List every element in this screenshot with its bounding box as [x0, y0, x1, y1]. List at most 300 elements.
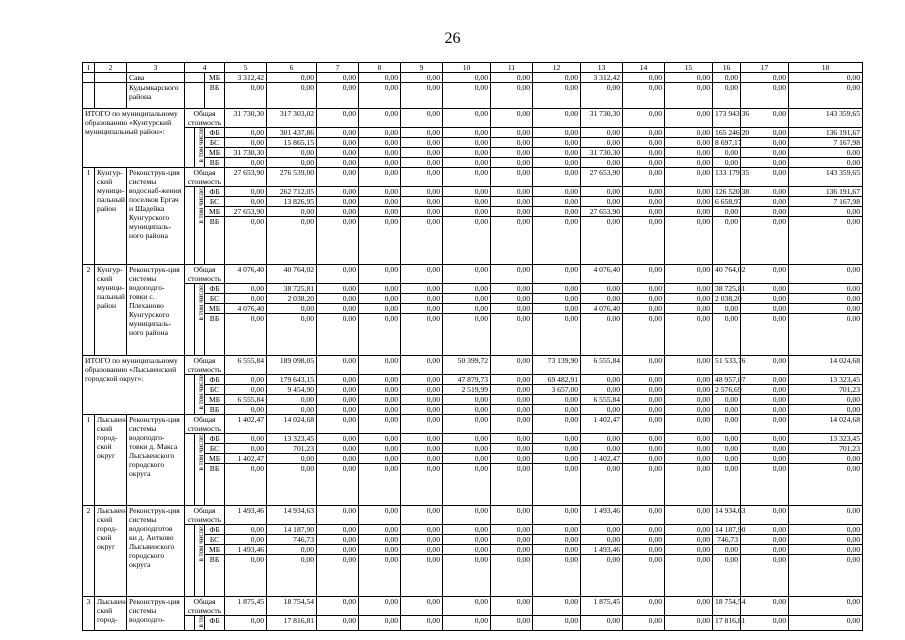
value-cell-col-6: 0,00 [267, 207, 317, 217]
value-cell-col-6: 14 187,90 [267, 525, 317, 535]
value-cell-col-16: 0,00 [713, 415, 741, 434]
value-cell-col-10: 0,00 [443, 555, 491, 597]
value-cell-col-7: 0,00 [317, 187, 359, 197]
value-cell-col-10: 0,00 [443, 415, 491, 434]
value-cell-col-12: 0,00 [533, 525, 581, 535]
value-cell-col-5: 4 076,40 [225, 265, 267, 284]
header-row [83, 63, 863, 73]
value-cell-col-14: 0,00 [623, 294, 665, 304]
value-cell-col-16: 40 764,02 [713, 265, 741, 284]
value-cell-col-11: 0,00 [491, 207, 533, 217]
budget-source-label: ВБ [205, 158, 225, 168]
value-cell-col-7: 0,00 [317, 294, 359, 304]
value-cell-col-10: 0,00 [443, 128, 491, 138]
total-cost-label: Общая стоимость [185, 265, 225, 284]
value-cell-col-9: 0,00 [401, 555, 443, 597]
row-number: 2 [83, 265, 95, 356]
value-cell-col-16: 8 697,17 [713, 138, 741, 148]
object-name-cell: Реконструк-ция системы водоподго- [127, 597, 185, 631]
value-cell-col-5: 6 555,84 [225, 356, 267, 375]
budget-source-label: ФБ [205, 525, 225, 535]
group-total-title: ИТОГО по муниципальному образованию «Лысьвенский городской округ»: [83, 356, 185, 415]
value-cell-col-8: 0,00 [359, 385, 401, 395]
value-cell-col-6: 0,00 [267, 83, 317, 109]
value-cell-col-12: 0,00 [533, 265, 581, 284]
value-cell-col-17: 0,00 [741, 454, 789, 464]
value-cell-col-11: 0,00 [491, 385, 533, 395]
budget-source-label: ФБ [205, 187, 225, 197]
value-cell-col-17: 0,00 [741, 444, 789, 454]
value-cell-col-15: 0,00 [665, 356, 713, 375]
value-cell-col-10: 0,00 [443, 464, 491, 506]
header-col-11: 11 [491, 63, 533, 73]
value-cell-col-13: 1 402,47 [581, 454, 623, 464]
value-cell-col-12: 69 482,91 [533, 375, 581, 385]
value-cell-col-16: 18 754,54 [713, 597, 741, 616]
value-cell-col-16: 0,00 [713, 555, 741, 597]
value-cell-col-12: 0,00 [533, 535, 581, 545]
header-col-18: 18 [789, 63, 863, 73]
value-cell-col-15: 0,00 [665, 217, 713, 265]
value-cell-col-6: 9 454,90 [267, 385, 317, 395]
value-cell-col-10: 0,00 [443, 207, 491, 217]
value-cell-col-15: 0,00 [665, 395, 713, 405]
value-cell-col-9: 0,00 [401, 207, 443, 217]
value-cell-col-16: 173 943,36 [713, 109, 741, 128]
funding-row-ФБ [83, 616, 863, 631]
value-cell-col-8: 0,00 [359, 265, 401, 284]
value-cell-col-14: 0,00 [623, 616, 665, 631]
value-cell-col-5: 1 402,47 [225, 454, 267, 464]
value-cell-col-5: 0,00 [225, 555, 267, 597]
budget-source-label: ВБ [205, 314, 225, 356]
value-cell-col-11: 0,00 [491, 158, 533, 168]
value-cell-col-7: 0,00 [317, 73, 359, 83]
value-cell-col-12: 73 139,90 [533, 356, 581, 375]
municipality-name: Кунгур-ский муници-пальный район [95, 265, 127, 356]
value-cell-col-6: 13 826,95 [267, 197, 317, 207]
value-cell-col-16: 38 725,81 [713, 284, 741, 294]
value-cell-col-9: 0,00 [401, 535, 443, 545]
value-cell-col-5: 27 653,90 [225, 168, 267, 187]
value-cell-col-14: 0,00 [623, 314, 665, 356]
value-cell-col-8: 0,00 [359, 535, 401, 545]
value-cell-col-11: 0,00 [491, 356, 533, 375]
value-cell-col-12: 0,00 [533, 314, 581, 356]
value-cell-col-17: 0,00 [741, 284, 789, 294]
value-cell-col-6: 179 643,15 [267, 375, 317, 385]
value-cell-col-9: 0,00 [401, 454, 443, 464]
total-cost-label: Общая стоимость [185, 415, 225, 434]
value-cell-col-14: 0,00 [623, 395, 665, 405]
value-cell-col-7: 0,00 [317, 535, 359, 545]
value-cell-col-5: 0,00 [225, 217, 267, 265]
project-row [83, 265, 863, 284]
value-cell-col-9: 0,00 [401, 217, 443, 265]
value-cell-col-11: 0,00 [491, 138, 533, 148]
value-cell-col-13: 0,00 [581, 555, 623, 597]
value-cell-col-8: 0,00 [359, 506, 401, 525]
header-col-13: 13 [581, 63, 623, 73]
value-cell-col-11: 0,00 [491, 168, 533, 187]
in-total-label-text: в то [197, 616, 205, 628]
project-row [83, 415, 863, 434]
value-cell-col-9: 0,00 [401, 138, 443, 148]
value-cell-col-10: 0,00 [443, 187, 491, 197]
row-number: 3 [83, 597, 95, 631]
value-cell-col-8: 0,00 [359, 415, 401, 434]
value-cell-col-11: 0,00 [491, 375, 533, 385]
value-cell-col-6: 0,00 [267, 217, 317, 265]
table-row [83, 73, 863, 83]
value-cell-col-7: 0,00 [317, 385, 359, 395]
col-2-cell [95, 73, 127, 83]
value-cell-col-14: 0,00 [623, 197, 665, 207]
value-cell-col-13: 0,00 [581, 314, 623, 356]
value-cell-col-7: 0,00 [317, 128, 359, 138]
in-total-label [195, 616, 205, 631]
total-cost-label: Общая стоимость [185, 597, 225, 616]
value-cell-col-7: 0,00 [317, 158, 359, 168]
value-cell-col-14: 0,00 [623, 109, 665, 128]
value-cell-col-17: 0,00 [741, 265, 789, 284]
header-col-7: 7 [317, 63, 359, 73]
value-cell-col-9: 0,00 [401, 616, 443, 631]
value-cell-col-15: 0,00 [665, 207, 713, 217]
value-cell-col-11: 0,00 [491, 616, 533, 631]
budget-table [82, 62, 863, 631]
value-cell-col-14: 0,00 [623, 356, 665, 375]
value-cell-col-14: 0,00 [623, 83, 665, 109]
value-cell-col-6: 13 323,45 [267, 434, 317, 444]
value-cell-col-5: 3 312,42 [225, 73, 267, 83]
value-cell-col-10: 50 399,72 [443, 356, 491, 375]
in-total-label-text: в том числе: [197, 187, 205, 224]
total-cost-label: Общая стоимость [185, 506, 225, 525]
value-cell-col-15: 0,00 [665, 128, 713, 138]
value-cell-col-6: 262 712,05 [267, 187, 317, 197]
value-cell-col-14: 0,00 [623, 545, 665, 555]
value-cell-col-5: 0,00 [225, 138, 267, 148]
value-cell-col-8: 0,00 [359, 545, 401, 555]
value-cell-col-14: 0,00 [623, 73, 665, 83]
value-cell-col-18: 0,00 [789, 545, 863, 555]
value-cell-col-13: 4 076,40 [581, 304, 623, 314]
value-cell-col-16: 746,73 [713, 535, 741, 545]
header-col-9: 9 [401, 63, 443, 73]
funding-row-ФБ [83, 284, 863, 294]
value-cell-col-11: 0,00 [491, 506, 533, 525]
value-cell-col-6: 2 038,20 [267, 294, 317, 304]
value-cell-col-14: 0,00 [623, 265, 665, 284]
value-cell-col-13: 6 555,84 [581, 356, 623, 375]
value-cell-col-17: 0,00 [741, 187, 789, 197]
value-cell-col-17: 0,00 [741, 597, 789, 616]
value-cell-col-6: 0,00 [267, 158, 317, 168]
value-cell-col-11: 0,00 [491, 304, 533, 314]
value-cell-col-15: 0,00 [665, 168, 713, 187]
value-cell-col-13: 0,00 [581, 83, 623, 109]
value-cell-col-7: 0,00 [317, 284, 359, 294]
value-cell-col-15: 0,00 [665, 506, 713, 525]
value-cell-col-12: 0,00 [533, 555, 581, 597]
value-cell-col-17: 0,00 [741, 168, 789, 187]
value-cell-col-6: 0,00 [267, 148, 317, 158]
spacer-cell [185, 83, 205, 109]
value-cell-col-15: 0,00 [665, 375, 713, 385]
value-cell-col-6: 14 024,68 [267, 415, 317, 434]
value-cell-col-15: 0,00 [665, 434, 713, 444]
value-cell-col-11: 0,00 [491, 109, 533, 128]
value-cell-col-7: 0,00 [317, 207, 359, 217]
value-cell-col-16: 0,00 [713, 464, 741, 506]
value-cell-col-11: 0,00 [491, 217, 533, 265]
value-cell-col-13: 0,00 [581, 434, 623, 444]
value-cell-col-10: 0,00 [443, 454, 491, 464]
value-cell-col-12: 0,00 [533, 454, 581, 464]
budget-source-label: ВБ [205, 555, 225, 597]
value-cell-col-9: 0,00 [401, 128, 443, 138]
value-cell-col-17: 0,00 [741, 616, 789, 631]
value-cell-col-7: 0,00 [317, 415, 359, 434]
value-cell-col-10: 0,00 [443, 294, 491, 304]
value-cell-col-10: 0,00 [443, 444, 491, 454]
value-cell-col-11: 0,00 [491, 294, 533, 304]
total-cost-label: Общая стоимость [185, 168, 225, 187]
value-cell-col-5: 0,00 [225, 83, 267, 109]
value-cell-col-15: 0,00 [665, 83, 713, 109]
funding-row-ФБ [83, 128, 863, 138]
value-cell-col-9: 0,00 [401, 168, 443, 187]
value-cell-col-5: 1 493,46 [225, 545, 267, 555]
value-cell-col-12: 0,00 [533, 83, 581, 109]
budget-source-label: ВБ [205, 83, 225, 109]
value-cell-col-18: 136 191,67 [789, 187, 863, 197]
value-cell-col-6: 15 865,15 [267, 138, 317, 148]
value-cell-col-13: 0,00 [581, 535, 623, 545]
value-cell-col-14: 0,00 [623, 555, 665, 597]
header-col-6: 6 [267, 63, 317, 73]
value-cell-col-5: 0,00 [225, 158, 267, 168]
col-1-cell [83, 83, 95, 109]
value-cell-col-16: 0,00 [713, 314, 741, 356]
value-cell-col-14: 0,00 [623, 434, 665, 444]
value-cell-col-14: 0,00 [623, 148, 665, 158]
value-cell-col-8: 0,00 [359, 197, 401, 207]
object-name-cell: Кудымкарского района [127, 83, 185, 109]
value-cell-col-9: 0,00 [401, 434, 443, 444]
value-cell-col-8: 0,00 [359, 597, 401, 616]
value-cell-col-13: 0,00 [581, 284, 623, 294]
value-cell-col-17: 0,00 [741, 385, 789, 395]
value-cell-col-6: 17 816,81 [267, 616, 317, 631]
value-cell-col-6: 301 437,86 [267, 128, 317, 138]
value-cell-col-8: 0,00 [359, 434, 401, 444]
value-cell-col-12: 3 657,00 [533, 385, 581, 395]
value-cell-col-16: 6 658,97 [713, 197, 741, 207]
value-cell-col-16: 2 038,20 [713, 294, 741, 304]
value-cell-col-7: 0,00 [317, 555, 359, 597]
value-cell-col-12: 0,00 [533, 148, 581, 158]
value-cell-col-7: 0,00 [317, 168, 359, 187]
value-cell-col-7: 0,00 [317, 217, 359, 265]
value-cell-col-7: 0,00 [317, 83, 359, 109]
value-cell-col-18: 0,00 [789, 294, 863, 304]
funding-row-ФБ [83, 375, 863, 385]
value-cell-col-13: 1 493,46 [581, 506, 623, 525]
value-cell-col-12: 0,00 [533, 294, 581, 304]
value-cell-col-9: 0,00 [401, 294, 443, 304]
value-cell-col-9: 0,00 [401, 187, 443, 197]
value-cell-col-17: 0,00 [741, 464, 789, 506]
value-cell-col-9: 0,00 [401, 356, 443, 375]
budget-source-label: МБ [205, 148, 225, 158]
value-cell-col-13: 3 312,42 [581, 73, 623, 83]
value-cell-col-11: 0,00 [491, 464, 533, 506]
value-cell-col-12: 0,00 [533, 284, 581, 294]
value-cell-col-15: 0,00 [665, 304, 713, 314]
value-cell-col-7: 0,00 [317, 464, 359, 506]
project-row [83, 597, 863, 616]
header-col-2: 2 [95, 63, 127, 73]
value-cell-col-12: 0,00 [533, 197, 581, 207]
value-cell-col-16: 0,00 [713, 83, 741, 109]
value-cell-col-9: 0,00 [401, 464, 443, 506]
value-cell-col-7: 0,00 [317, 265, 359, 284]
value-cell-col-13: 27 653,90 [581, 168, 623, 187]
spacer-cell [185, 616, 195, 631]
value-cell-col-9: 0,00 [401, 375, 443, 385]
value-cell-col-17: 0,00 [741, 415, 789, 434]
value-cell-col-16: 51 533,76 [713, 356, 741, 375]
value-cell-col-14: 0,00 [623, 464, 665, 506]
value-cell-col-14: 0,00 [623, 535, 665, 545]
value-cell-col-5: 0,00 [225, 375, 267, 385]
value-cell-col-11: 0,00 [491, 405, 533, 415]
value-cell-col-16: 0,00 [713, 395, 741, 405]
value-cell-col-8: 0,00 [359, 109, 401, 128]
value-cell-col-10: 0,00 [443, 158, 491, 168]
budget-source-label: МБ [205, 395, 225, 405]
value-cell-col-9: 0,00 [401, 314, 443, 356]
budget-source-label: ФБ [205, 284, 225, 294]
value-cell-col-10: 0,00 [443, 434, 491, 444]
value-cell-col-18: 7 167,98 [789, 197, 863, 207]
value-cell-col-5: 31 730,30 [225, 109, 267, 128]
value-cell-col-11: 0,00 [491, 73, 533, 83]
value-cell-col-15: 0,00 [665, 294, 713, 304]
value-cell-col-9: 0,00 [401, 597, 443, 616]
value-cell-col-8: 0,00 [359, 217, 401, 265]
value-cell-col-8: 0,00 [359, 304, 401, 314]
value-cell-col-6: 0,00 [267, 314, 317, 356]
value-cell-col-15: 0,00 [665, 109, 713, 128]
value-cell-col-14: 0,00 [623, 158, 665, 168]
value-cell-col-5: 0,00 [225, 314, 267, 356]
value-cell-col-15: 0,00 [665, 545, 713, 555]
value-cell-col-10: 0,00 [443, 314, 491, 356]
value-cell-col-11: 0,00 [491, 284, 533, 294]
value-cell-col-8: 0,00 [359, 158, 401, 168]
value-cell-col-8: 0,00 [359, 375, 401, 385]
in-total-label [195, 284, 205, 356]
value-cell-col-9: 0,00 [401, 83, 443, 109]
header-col-14: 14 [623, 63, 665, 73]
header-col-5: 5 [225, 63, 267, 73]
value-cell-col-16: 0,00 [713, 405, 741, 415]
value-cell-col-6: 0,00 [267, 464, 317, 506]
row-number: 1 [83, 415, 95, 506]
value-cell-col-17: 0,00 [741, 197, 789, 207]
value-cell-col-11: 0,00 [491, 187, 533, 197]
value-cell-col-17: 0,00 [741, 395, 789, 405]
value-cell-col-14: 0,00 [623, 405, 665, 415]
value-cell-col-15: 0,00 [665, 464, 713, 506]
value-cell-col-5: 0,00 [225, 464, 267, 506]
value-cell-col-9: 0,00 [401, 158, 443, 168]
value-cell-col-5: 0,00 [225, 128, 267, 138]
municipality-name: Кунгур-ский муници-пальный район [95, 168, 127, 265]
value-cell-col-7: 0,00 [317, 434, 359, 444]
value-cell-col-17: 0,00 [741, 109, 789, 128]
value-cell-col-13: 0,00 [581, 197, 623, 207]
budget-source-label: БС [205, 197, 225, 207]
in-total-label [195, 434, 205, 506]
value-cell-col-12: 0,00 [533, 138, 581, 148]
value-cell-col-12: 0,00 [533, 464, 581, 506]
value-cell-col-11: 0,00 [491, 148, 533, 158]
value-cell-col-7: 0,00 [317, 148, 359, 158]
budget-source-label: ФБ [205, 434, 225, 444]
value-cell-col-13: 0,00 [581, 375, 623, 385]
value-cell-col-7: 0,00 [317, 356, 359, 375]
value-cell-col-15: 0,00 [665, 616, 713, 631]
value-cell-col-10: 0,00 [443, 73, 491, 83]
project-row [83, 506, 863, 525]
value-cell-col-5: 0,00 [225, 616, 267, 631]
value-cell-col-15: 0,00 [665, 284, 713, 294]
value-cell-col-15: 0,00 [665, 138, 713, 148]
value-cell-col-15: 0,00 [665, 597, 713, 616]
value-cell-col-8: 0,00 [359, 284, 401, 294]
value-cell-col-11: 0,00 [491, 545, 533, 555]
value-cell-col-7: 0,00 [317, 395, 359, 405]
value-cell-col-9: 0,00 [401, 148, 443, 158]
value-cell-col-12: 0,00 [533, 415, 581, 434]
value-cell-col-13: 1 402,47 [581, 415, 623, 434]
header-col-4: 4 [185, 63, 225, 73]
value-cell-col-9: 0,00 [401, 265, 443, 284]
value-cell-col-13: 27 653,90 [581, 207, 623, 217]
value-cell-col-10: 0,00 [443, 535, 491, 545]
value-cell-col-12: 0,00 [533, 128, 581, 138]
value-cell-col-18: 0,00 [789, 314, 863, 356]
value-cell-col-16: 0,00 [713, 73, 741, 83]
value-cell-col-9: 0,00 [401, 395, 443, 405]
value-cell-col-10: 0,00 [443, 197, 491, 207]
value-cell-col-14: 0,00 [623, 506, 665, 525]
value-cell-col-5: 1 493,46 [225, 506, 267, 525]
value-cell-col-15: 0,00 [665, 555, 713, 597]
value-cell-col-7: 0,00 [317, 405, 359, 415]
header-col-3: 3 [127, 63, 185, 73]
budget-source-label: МБ [205, 207, 225, 217]
value-cell-col-11: 0,00 [491, 395, 533, 405]
value-cell-col-13: 0,00 [581, 187, 623, 197]
value-cell-col-16: 0,00 [713, 148, 741, 158]
in-total-label-text: в том числе [197, 128, 205, 163]
header-col-12: 12 [533, 63, 581, 73]
